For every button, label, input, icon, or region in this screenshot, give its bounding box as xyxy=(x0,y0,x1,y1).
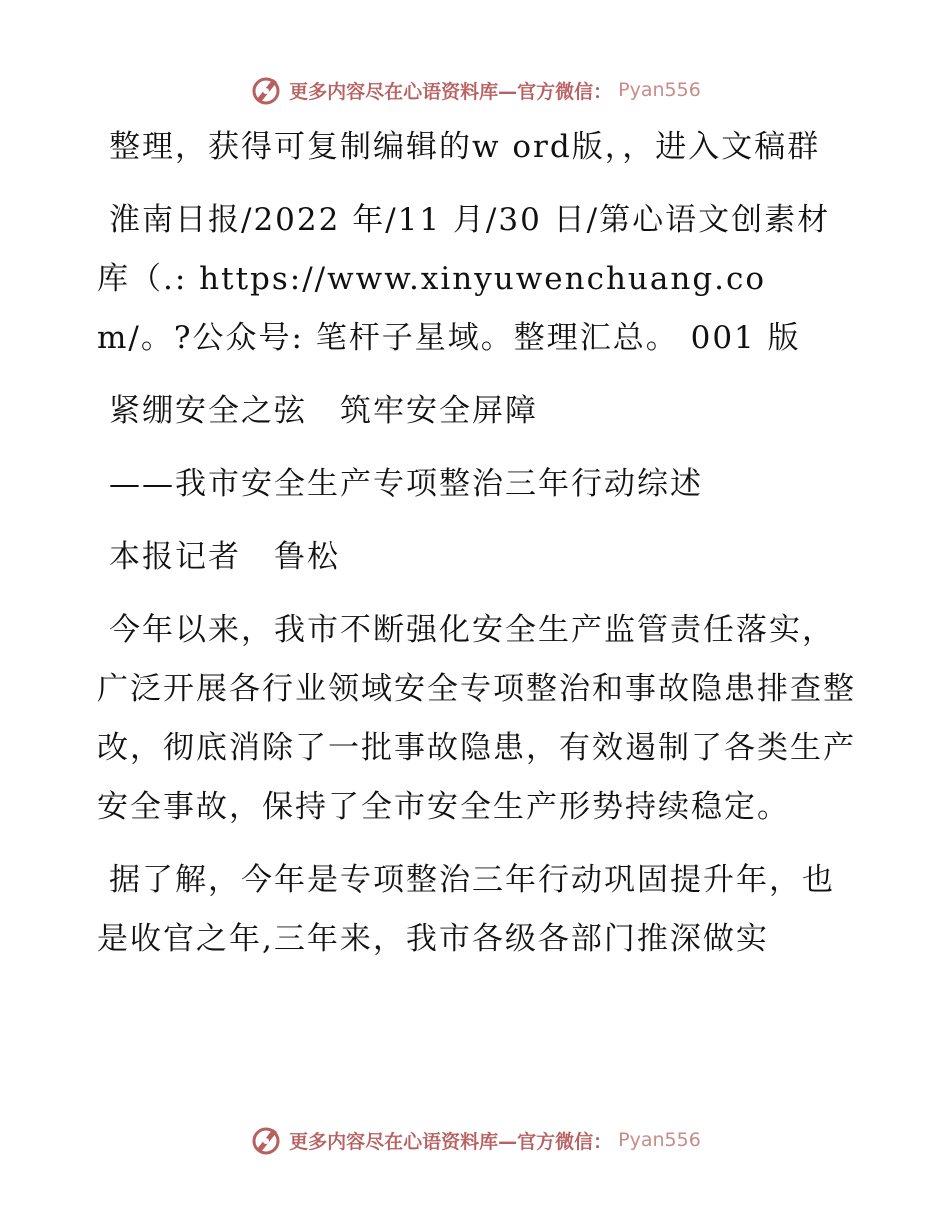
article-subtitle: ——我市安全生产专项整治三年行动综述 xyxy=(109,466,703,502)
footer-watermark-banner xyxy=(0,1120,950,1160)
watermark-text: 更多内容尽在心语资料库—官方微信： xyxy=(289,80,613,103)
paragraph-body-2: 据了解，今年是专项整治三年行动巩固提升年，也是收官之年,三年来，我市各级各部门推深做实 xyxy=(97,862,835,957)
watermark-text: 更多内容尽在心语资料库—官方微信： xyxy=(289,1130,613,1153)
article-byline: 本报记者 鲁松 xyxy=(109,539,340,575)
article-title: 紧绷安全之弦 筑牢安全屏障 xyxy=(109,393,538,429)
wechat-id: Pyan556 xyxy=(618,1129,701,1151)
pen-circle-logo-icon xyxy=(249,1123,283,1157)
paragraph-body-1: 今年以来，我市不断强化安全生产监管责任落实，广泛开展各行业领域安全专项整治和事故隐患排查整改，彻底消除了一批事故隐患，有效遏制了各类生产安全事故，保持了全市安全生产形势持续稳定。 xyxy=(97,612,856,825)
paragraph-source: 淮南日报/2022 年/11 月/30 日/第心语文创素材库（.: https://www.xinyuwenchuang.com/。?公众号: 笔杆子星域。整理汇总。 001 版 xyxy=(97,202,831,356)
paragraph-intro: 整理，获得可复制编辑的w ord版，，进入文稿群 xyxy=(109,129,821,165)
wechat-id: Pyan556 xyxy=(618,79,701,101)
document-body xyxy=(97,118,857,983)
header-watermark-banner xyxy=(0,70,950,110)
pen-circle-logo-icon xyxy=(249,73,283,107)
